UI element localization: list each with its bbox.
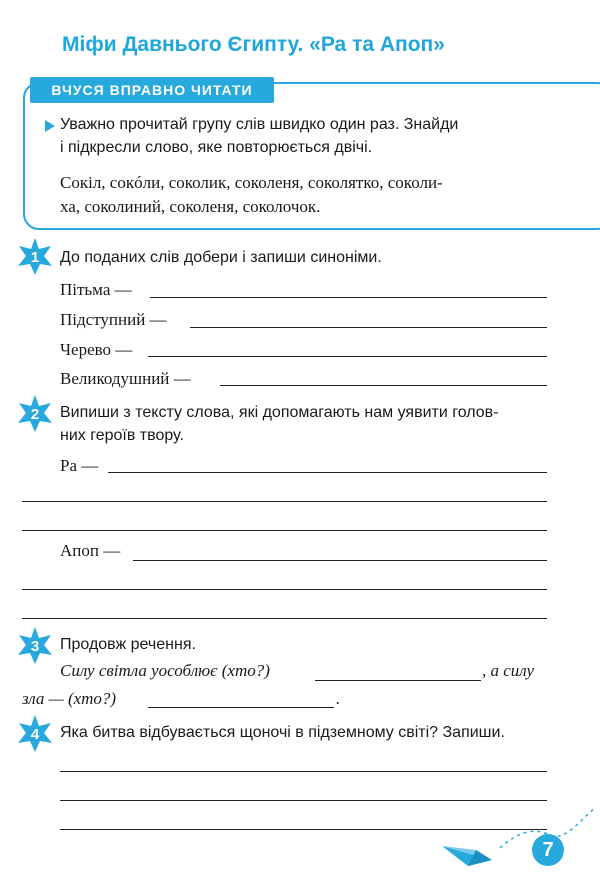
task-1-item-3: Черево — bbox=[60, 340, 133, 359]
paper-plane-icon bbox=[440, 800, 600, 873]
answer-line[interactable] bbox=[133, 560, 547, 561]
task-1-badge-icon bbox=[15, 236, 55, 276]
answer-line[interactable] bbox=[190, 327, 547, 328]
task-4-number: 4 bbox=[30, 726, 40, 743]
reading-label: ВЧУСЯ ВПРАВНО ЧИТАТИ bbox=[30, 77, 274, 103]
task-2-text-line-1: Випиши з тексту слова, які допомагають нам уявити голов- bbox=[60, 404, 499, 421]
task-1-item-2: Підступний — bbox=[60, 310, 167, 329]
answer-line[interactable] bbox=[60, 771, 547, 772]
answer-line[interactable] bbox=[22, 530, 547, 531]
task-4-badge-icon bbox=[15, 713, 55, 753]
task-3-part-4: . bbox=[336, 689, 341, 708]
answer-line[interactable] bbox=[108, 472, 547, 473]
bullet-arrow-icon bbox=[45, 120, 55, 132]
task-2-badge-icon bbox=[15, 393, 55, 433]
task-3-number: 3 bbox=[30, 638, 40, 655]
reading-words-line-2: ха, соколиний, соколеня, соколочок. bbox=[60, 197, 321, 216]
answer-line[interactable] bbox=[315, 680, 481, 681]
answer-line[interactable] bbox=[22, 501, 547, 502]
answer-line[interactable] bbox=[22, 589, 547, 590]
page-title: Міфи Давнього Єгипту. «Ра та Апоп» bbox=[62, 33, 445, 56]
answer-line[interactable] bbox=[220, 385, 547, 386]
task-2-number: 2 bbox=[30, 406, 40, 423]
task-1-number: 1 bbox=[30, 249, 40, 266]
task-1-text: До поданих слів добери і запиши синоніми. bbox=[60, 249, 382, 266]
task-2-text-line-2: них героїв твору. bbox=[60, 427, 184, 444]
answer-line[interactable] bbox=[148, 707, 334, 708]
task-1-item-1: Пітьма — bbox=[60, 280, 132, 299]
task-3-part-3: зла — (хто?) bbox=[22, 689, 117, 708]
task-4-text: Яка битва відбувається щоночі в підземному світі? Запиши. bbox=[60, 724, 505, 741]
reading-instruction-line-1: Уважно прочитай групу слів швидко один раз. Знайди bbox=[60, 116, 459, 133]
task-3-part-1: Силу світла уособлює (хто?) bbox=[60, 661, 270, 680]
task-3-part-2: , а силу bbox=[482, 661, 535, 680]
reading-instruction-line-2: і підкресли слово, яке повторюється двічі. bbox=[60, 139, 373, 156]
page-number: 7 bbox=[532, 834, 564, 866]
task-2-item-ra: Ра — bbox=[60, 456, 99, 475]
answer-line[interactable] bbox=[150, 297, 547, 298]
task-1-item-4: Великодушний — bbox=[60, 369, 191, 388]
answer-line[interactable] bbox=[148, 356, 547, 357]
task-3-badge-icon bbox=[15, 625, 55, 665]
task-3-text: Продовж речення. bbox=[60, 636, 196, 653]
reading-words-line-1: Сокіл, сокóли, соколик, соколеня, соколятко, соколи- bbox=[60, 173, 443, 192]
answer-line[interactable] bbox=[22, 618, 547, 619]
task-2-item-apop: Апоп — bbox=[60, 541, 121, 560]
